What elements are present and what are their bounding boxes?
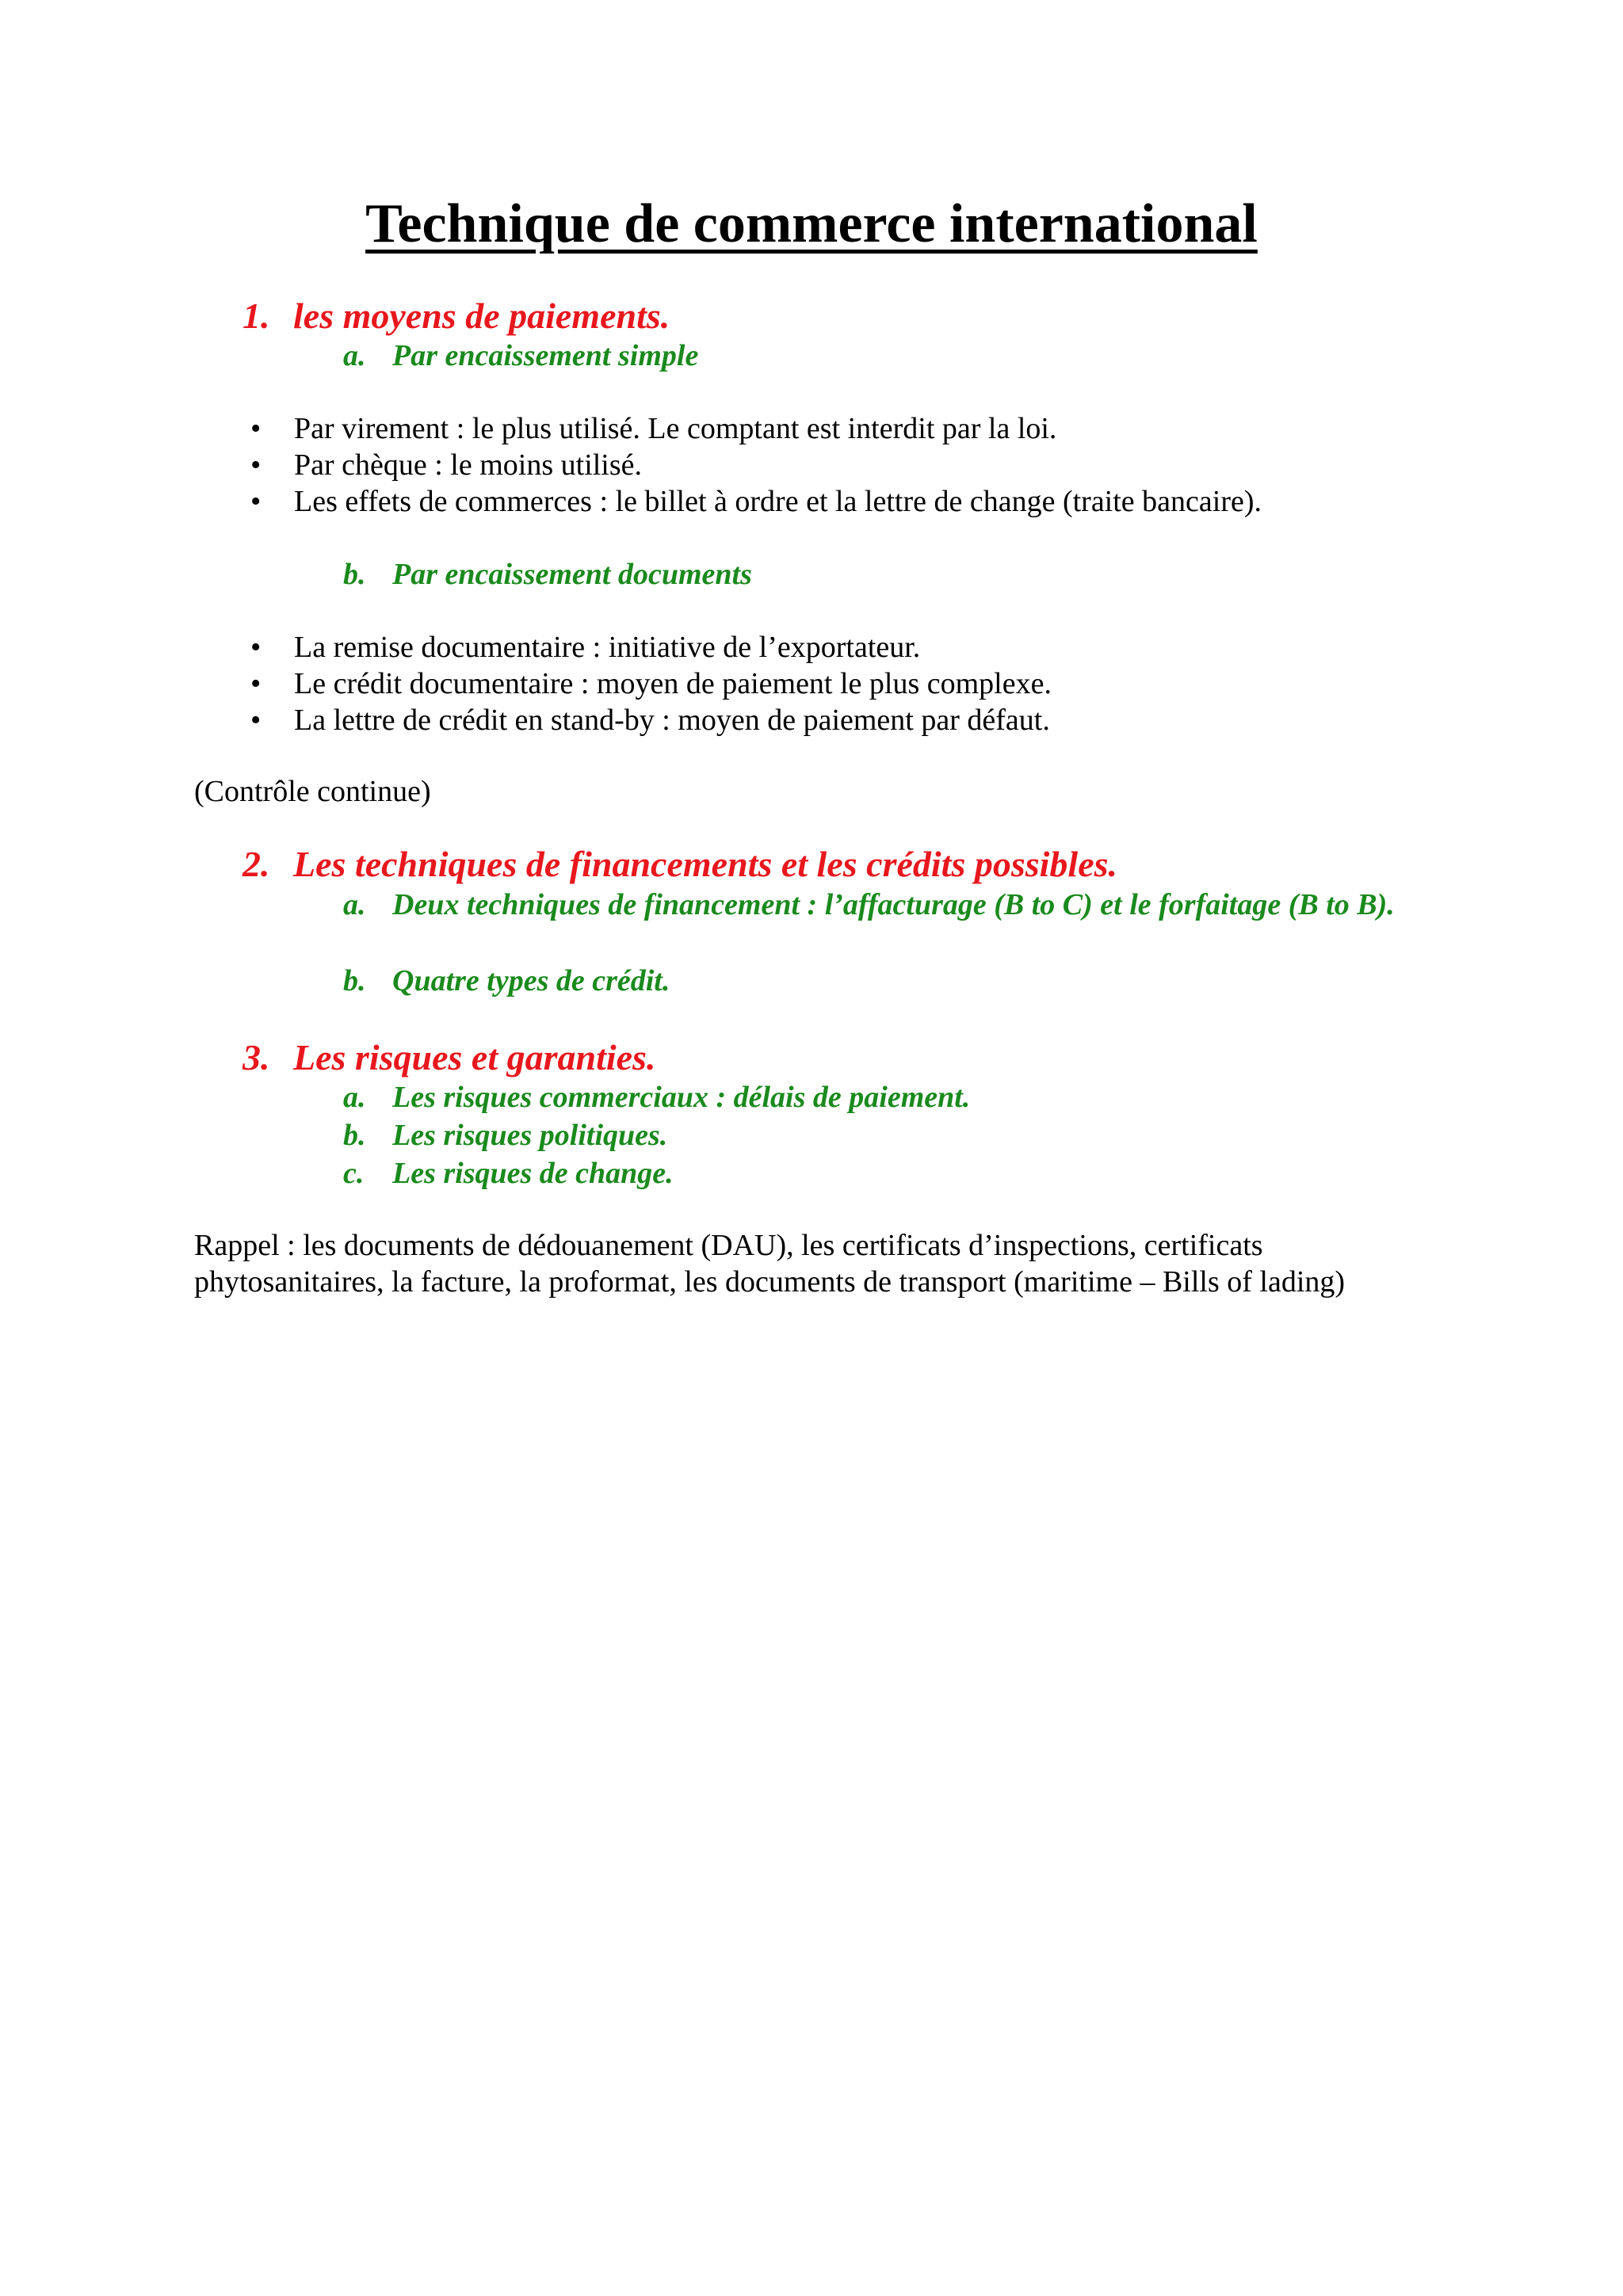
subsection-letter: b. xyxy=(343,964,366,997)
subsection-title: Quatre types de crédit. xyxy=(392,964,670,997)
bullet-icon: • xyxy=(250,667,262,700)
subsection-title: Les risques politiques. xyxy=(392,1119,668,1152)
section-title: Les techniques de financements et les crédits possibles. xyxy=(293,844,1118,884)
subsection-title: Les risques commerciaux : délais de paiement. xyxy=(392,1081,971,1114)
list-item-text: Par virement : le plus utilisé. Le comptant est interdit par la loi. xyxy=(294,412,1057,445)
section-number: 3. xyxy=(242,1037,270,1077)
page-title: Technique de commerce international xyxy=(365,193,1258,254)
section-number: 2. xyxy=(242,844,270,884)
bullet-icon: • xyxy=(250,412,262,445)
list-item-text: Les effets de commerces : le billet à ordre et la lettre de change (traite bancaire). xyxy=(294,485,1262,518)
subsection-title: Deux techniques de financement : l’affacturage (B to C) et le forfaitage (B to B). xyxy=(392,888,1395,921)
list-item-text: La remise documentaire : initiative de l’exportateur. xyxy=(294,631,921,664)
note-text: (Contrôle continue) xyxy=(194,775,431,808)
bullet-list-documents xyxy=(0,629,1623,738)
subsection-title: Par encaissement documents xyxy=(392,558,752,591)
bullet-icon: • xyxy=(250,631,262,664)
subsection-letter: c. xyxy=(343,1157,365,1190)
bullet-icon: • xyxy=(250,448,262,482)
rappel-line-2: phytosanitaires, la facture, la proformat, les documents de transport (maritime – Bills of lading) xyxy=(194,1265,1346,1299)
section-title: Les risques et garanties. xyxy=(293,1037,656,1077)
bullet-list-simple xyxy=(0,410,1623,520)
bullet-icon: • xyxy=(250,704,262,737)
rappel-line-1: Rappel : les documents de dédouanement (DAU), les certificats d’inspections, certificats xyxy=(194,1229,1263,1262)
subsection-title: Par encaissement simple xyxy=(392,339,699,372)
list-item xyxy=(0,666,1623,702)
subsection-letter: a. xyxy=(343,1081,366,1114)
subsection-letter: a. xyxy=(343,339,366,372)
subsection-letter: a. xyxy=(343,888,366,921)
subsection-letter: b. xyxy=(343,558,366,591)
list-item-text: Par chèque : le moins utilisé. xyxy=(294,448,643,482)
bullet-icon: • xyxy=(250,485,262,518)
list-item-text: Le crédit documentaire : moyen de paiement le plus complexe. xyxy=(294,667,1052,700)
section-number: 1. xyxy=(242,296,270,336)
list-item xyxy=(0,410,1623,447)
list-item-text: La lettre de crédit en stand-by : moyen de paiement par défaut. xyxy=(294,704,1050,737)
list-item xyxy=(0,629,1623,666)
section-title: les moyens de paiements. xyxy=(293,296,670,336)
list-item xyxy=(0,447,1623,483)
list-item xyxy=(0,702,1623,738)
subsection-title: Les risques de change. xyxy=(392,1157,674,1190)
list-item xyxy=(0,483,1623,520)
subsection-letter: b. xyxy=(343,1119,366,1152)
